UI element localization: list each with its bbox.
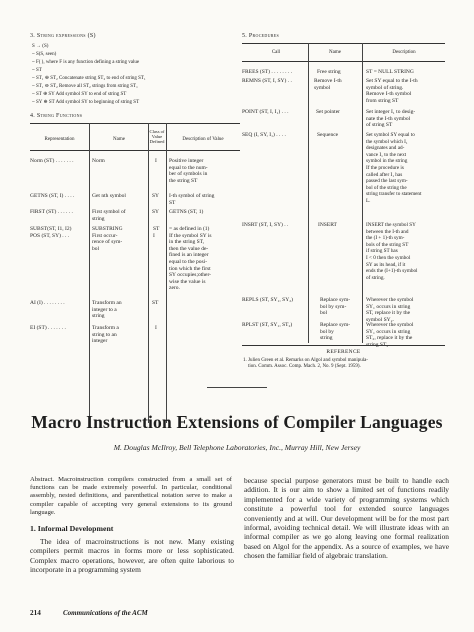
table-cell: First symbol of string (92, 209, 126, 222)
table-cell: ST I (153, 226, 160, 239)
table-rule (89, 123, 90, 423)
table-cell: Positive integer equal to the num- ber of symbols in the string ST (169, 158, 208, 184)
table-cell: Set symbol SY equal to the symbol which I₁ designates and ad- vance I₁ to the next symbol in the string If the procedure is called after I₁ has passed the last sym- bol of the string the string transfer to statement L. (366, 132, 422, 204)
column-header: Name (329, 50, 341, 55)
table-cell: I (155, 325, 157, 331)
grammar-line: ~ S(S, seen) (32, 52, 57, 57)
table-cell: FREES (ST) . . . . . . . . (242, 69, 292, 75)
table-cell: Get nth symbol (92, 193, 126, 199)
grammar-line: ~ ST₁ ⊖ ST₂ Remove all ST₂ strings from string ST₁ (32, 84, 138, 89)
body-paragraph-left: The idea of macroinstructions is not new. Many existing compilers permit macros in forms more or less sophisticated. Complex macro operations, however, are often quite laborious to incorporate in a programming system (30, 537, 234, 575)
grammar-line: S → (S) (32, 44, 49, 49)
grammar-line: ~ ST ⊕ SY Add symbol SY to end of string ST (32, 92, 127, 97)
table-cell: Set pointer (316, 109, 340, 115)
section3-heading: 3. String expressions (S) (30, 33, 96, 39)
table-cell: Norm (92, 158, 105, 164)
table-cell: FIRST (ST) . . . . . . (30, 209, 73, 215)
table-cell: EI (ST) . . . . . . . (30, 325, 66, 331)
column-header: Description (392, 50, 416, 55)
table-rule (30, 123, 240, 124)
table-rule (242, 345, 445, 346)
table-cell: Norm (ST) . . . . . . . (30, 158, 74, 164)
table-cell: GETNS (ST, 1) (169, 209, 204, 215)
table-cell: REPLS (ST, SY₁, SY₂) (242, 297, 293, 303)
table-rule (30, 150, 240, 151)
table-cell: INSRT (ST, I, SY) . . (242, 222, 289, 228)
table-cell: Remove I-th symbol (314, 78, 342, 91)
table-cell: INSERT the symbol SY between the I-th and the (I + 1)-th sym- bols of the string ST if string ST has I < 0 then the symbol SY as its head, if it ends the (I+1)-th symbol of string. (366, 222, 418, 281)
table-cell: INSERT (318, 222, 337, 228)
page-number: 214 (30, 609, 41, 617)
column-header: Representation (44, 137, 75, 142)
grammar-line: ~ F( ), where F is any function defining a string value (32, 60, 140, 65)
body-paragraph-right: because special purpose generators must be built to handle each addition. It is our aim to show a limited set of functions readily implemented for a wide variety of programming systems which constitute a powerful tool for extended source languages conveniently and at will. Our development will be for the most part informal, avoiding technical detail. We will illustrate ideas with an informal compiler as we go along leaving one formal realization based on Algol for the appendix. As a source of examples, we have chosen the familiar field of algebraic translation. (244, 476, 449, 561)
section1-heading: 1. Informal Development (30, 524, 114, 533)
table-cell: POINT (ST, I, I₁) . . . (242, 109, 289, 115)
reference-heading: REFERENCE (326, 349, 361, 355)
reference-text: 1. Julien Green et al. Remarks on Algol and symbol manipula- tion. Comm. Assoc. Comp. Mach. 2, No. 9 (Sept. 1959). (243, 358, 368, 369)
author-line: M. Douglas McIlroy, Bell Telephone Laboratories, Inc., Murray Hill, New Jersey (113, 443, 361, 452)
abstract: Abstract. Macroinstruction compilers constructed from a small set of functions can be made extremely powerful. In particular, conditional assembly, nested definitions, and parenthetical notation serve to make a compiler capable of accepting very general extensions to its ground language. (30, 476, 232, 516)
table-cell: Replace sym- bol by sym- bol (320, 297, 351, 317)
grammar-line: ~ ST₁ ⊕ ST₂ Concatenate string ST₂ to end of string ST₁ (32, 76, 146, 81)
table-cell: Replace sym- bol by string (320, 322, 351, 342)
table-cell: Set SY equal to the I-th symbol of string. Remove I-th symbol from string ST (366, 78, 418, 104)
column-header: Call (271, 50, 281, 55)
table-rule (242, 61, 445, 62)
column-header: Class of Value Defined (149, 129, 165, 144)
table-cell: Set integer I₁ to desig- nate the I-th symbol of string ST (366, 109, 416, 129)
table-cell: REMNS (ST, I, SY) . . (242, 78, 292, 84)
article-title: Macro Instruction Extensions of Compiler Languages (31, 412, 443, 432)
table-cell: AI (I) . . . . . . . . (30, 300, 65, 306)
journal-name: Communications of the ACM (63, 609, 148, 617)
table-cell: ST = NULL STRING (366, 69, 414, 75)
column-header: Description of Value (182, 137, 224, 142)
table-rule (148, 123, 149, 423)
divider (207, 387, 267, 388)
table-cell: SY (152, 209, 160, 215)
table-cell: RPLST (ST, SY₁, ST₂) (242, 322, 293, 328)
table-cell: I-th symbol of string ST (169, 193, 215, 206)
column-header: Name (113, 137, 125, 142)
table-cell: Transform an integer to a string (92, 300, 122, 320)
table-cell: Sequence (317, 132, 339, 138)
table-cell: GETNS (ST, I) . . . . (30, 193, 75, 199)
table-cell: Wherever the symbol SY₁ occurs in string ST, replace it by the symbol SY₂. (366, 297, 414, 323)
table-cell: Free string (317, 69, 341, 75)
table-cell: Transform a string to an integer (92, 325, 119, 345)
table-cell: Wherever the symbol SY₁ occurs in string ST₂, replace it by the string ST₂. (366, 322, 414, 348)
grammar-block (32, 44, 237, 108)
table-cell: = as defined in (1) If the symbol SY is in the string ST, then the value de- fined is an integer equal to the posi- tion which the first SY occupies;other- wise the value is zero. (169, 226, 212, 292)
table-cell: I (155, 158, 157, 164)
table-rule (362, 43, 363, 343)
grammar-line: ~ SY ⊕ ST Add symbol SY to beginning of string ST (32, 100, 140, 105)
table-cell: ST (152, 300, 159, 306)
table-rule (166, 123, 167, 423)
table-cell: SUBST(ST, I1, I2) POS (ST, SY) . . . (30, 226, 72, 239)
section4-heading: 4. String Functions (30, 113, 83, 119)
table-rule (242, 43, 445, 44)
table-cell: SY (152, 193, 160, 199)
grammar-line: ~ ST (32, 68, 42, 73)
table-cell: SEQ (I, SY, I₁) . . . . (242, 132, 286, 138)
table-cell: SUBSTRING First occur- rence of sym- bol (92, 226, 123, 252)
table-rule (308, 43, 309, 343)
section5-heading: 5. Procedures (242, 33, 280, 39)
